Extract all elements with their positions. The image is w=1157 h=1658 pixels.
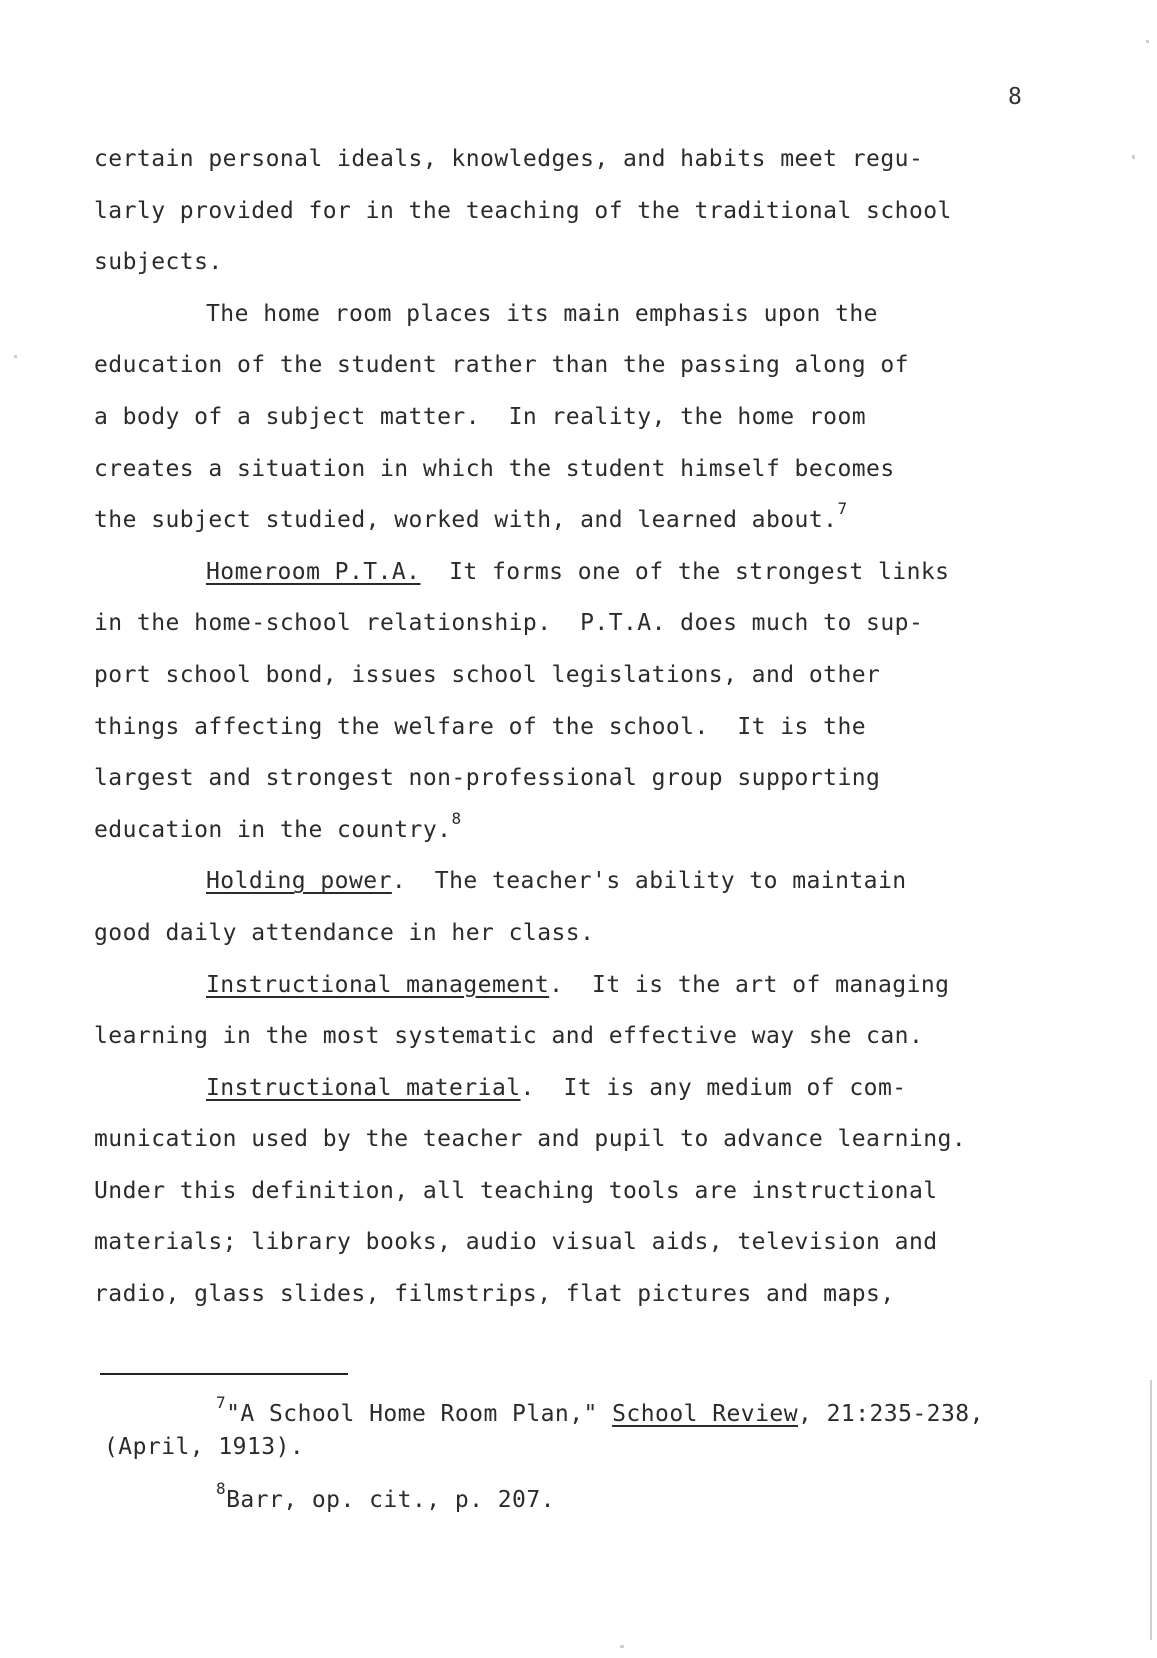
footnote-text: "A School Home Room Plan," bbox=[226, 1401, 613, 1427]
footnote-7-continuation: (April, 1913). bbox=[104, 1434, 305, 1460]
line-text: the subject studied, worked with, and learned about. bbox=[94, 507, 838, 534]
text-line: radio, glass slides, filmstrips, flat pictures and maps, bbox=[94, 1281, 895, 1308]
footnote-8 bbox=[104, 1479, 1104, 1517]
text-line: subjects. bbox=[94, 249, 223, 276]
scan-speck bbox=[14, 355, 17, 358]
text-line: a body of a subject matter. In reality, the home room bbox=[94, 403, 867, 430]
text-line: things affecting the welfare of the school. It is the bbox=[94, 713, 867, 740]
definition-line bbox=[94, 1063, 1094, 1115]
text-line: learning in the most systematic and effective way she can. bbox=[94, 1023, 924, 1050]
definition-text: It forms one of the strongest links bbox=[420, 558, 950, 585]
footnote-text: , 21:235-238, bbox=[798, 1401, 984, 1427]
footnote-reference: 7 bbox=[837, 499, 848, 519]
footnote-7 bbox=[104, 1393, 1104, 1431]
line-text: education in the country. bbox=[94, 816, 452, 843]
text-line: port school bond, issues school legislations, and other bbox=[94, 661, 881, 688]
scan-speck bbox=[620, 1645, 624, 1648]
footnote-divider bbox=[100, 1373, 348, 1375]
text-line: certain personal ideals, knowledges, and habits meet regu- bbox=[94, 146, 924, 172]
footnote-reference: 8 bbox=[451, 808, 462, 828]
scan-speck bbox=[1132, 155, 1135, 159]
scan-edge-mark bbox=[1150, 1380, 1152, 1640]
footnote-mark: 8 bbox=[216, 1479, 227, 1498]
footnote-text: Barr, op. cit., p. 207. bbox=[226, 1487, 555, 1513]
term-instructional-material: Instructional material bbox=[206, 1074, 521, 1101]
text-line: in the home-school relationship. P.T.A. does much to sup- bbox=[94, 610, 924, 637]
text-line: The home room places its main emphasis upon the bbox=[206, 300, 878, 327]
text-line: largest and strongest non-professional group supporting bbox=[94, 765, 881, 792]
definition-text: . It is the art of managing bbox=[549, 971, 950, 998]
footnote-source-title: School Review bbox=[612, 1401, 798, 1427]
definition-line bbox=[94, 960, 1094, 1012]
footnote-mark: 7 bbox=[216, 1393, 227, 1412]
term-instructional-management: Instructional management bbox=[206, 971, 550, 998]
page-number: 8 bbox=[1008, 84, 1022, 110]
text-line bbox=[94, 805, 1094, 857]
text-line: Under this definition, all teaching tools are instructional bbox=[94, 1177, 938, 1204]
footnotes bbox=[104, 1393, 1104, 1517]
definition-text: . It is any medium of com- bbox=[520, 1074, 907, 1101]
text-line: larly provided for in the teaching of the traditional school bbox=[94, 197, 952, 224]
definition-line bbox=[94, 547, 1094, 599]
scan-speck bbox=[1146, 40, 1149, 43]
text-line: education of the student rather than the passing along of bbox=[94, 352, 909, 379]
text-line bbox=[94, 495, 1094, 547]
text-line: munication used by the teacher and pupil to advance learning. bbox=[94, 1126, 967, 1153]
definition-text: . The teacher's ability to maintain bbox=[391, 868, 907, 895]
definition-line bbox=[94, 856, 1094, 908]
term-holding-power: Holding power bbox=[206, 868, 392, 895]
text-line: good daily attendance in her class. bbox=[94, 919, 595, 946]
body-text bbox=[94, 134, 1094, 1321]
text-line: materials; library books, audio visual aids, television and bbox=[94, 1229, 938, 1256]
term-homeroom-pta: Homeroom P.T.A. bbox=[206, 558, 421, 585]
text-line: creates a situation in which the student himself becomes bbox=[94, 455, 895, 482]
